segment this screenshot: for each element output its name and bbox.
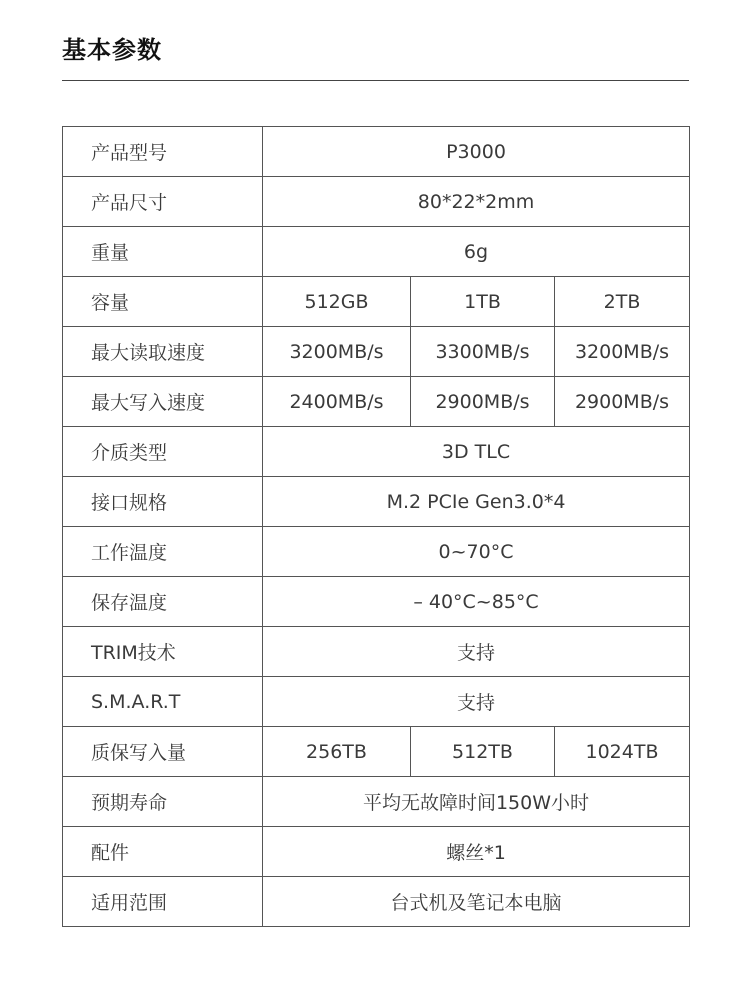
row-value: 6g [263,227,690,277]
table-row [63,177,690,227]
row-label: 配件 [63,827,263,877]
row-value: 3D TLC [263,427,690,477]
row-label: 质保写入量 [63,727,263,777]
row-value: M.2 PCIe Gen3.0*4 [263,477,690,527]
table-row [63,527,690,577]
row-label: 最大读取速度 [63,327,263,377]
row-value: 螺丝*1 [263,827,690,877]
table-row [63,627,690,677]
table-row [63,327,690,377]
row-label: 预期寿命 [63,777,263,827]
row-label: 工作温度 [63,527,263,577]
row-value: 2TB [555,277,690,327]
row-label: 介质类型 [63,427,263,477]
table-row [63,877,690,927]
row-value: 512TB [411,727,555,777]
row-value: 台式机及笔记本电脑 [263,877,690,927]
row-value: 2400MB/s [263,377,411,427]
table-row [63,577,690,627]
title-divider [62,80,689,81]
row-value: 3200MB/s [263,327,411,377]
row-value: 80*22*2mm [263,177,690,227]
row-label: 适用范围 [63,877,263,927]
row-label: 产品尺寸 [63,177,263,227]
row-label: S.M.A.R.T [63,677,263,727]
table-row [63,677,690,727]
row-value: 支持 [263,677,690,727]
row-value: 2900MB/s [555,377,690,427]
row-value: 0~70°C [263,527,690,577]
row-value: 支持 [263,627,690,677]
table-row [63,277,690,327]
row-value: 平均无故障时间150W小时 [263,777,690,827]
row-value: – 40°C~85°C [263,577,690,627]
row-value: 3300MB/s [411,327,555,377]
row-label: 重量 [63,227,263,277]
table-row [63,227,690,277]
row-label: 接口规格 [63,477,263,527]
row-label: 保存温度 [63,577,263,627]
page-title: 基本参数 [62,36,162,64]
table-row [63,477,690,527]
row-label: TRIM技术 [63,627,263,677]
table-row [63,427,690,477]
table-row [63,727,690,777]
row-value: 2900MB/s [411,377,555,427]
table-row [63,377,690,427]
row-label: 容量 [63,277,263,327]
row-value: 256TB [263,727,411,777]
row-value: 1TB [411,277,555,327]
row-value: 512GB [263,277,411,327]
row-value: 1024TB [555,727,690,777]
row-value: 3200MB/s [555,327,690,377]
row-label: 产品型号 [63,127,263,177]
row-label: 最大写入速度 [63,377,263,427]
table-row [63,827,690,877]
spec-table [62,126,690,927]
table-row [63,777,690,827]
row-value: P3000 [263,127,690,177]
table-row [63,127,690,177]
